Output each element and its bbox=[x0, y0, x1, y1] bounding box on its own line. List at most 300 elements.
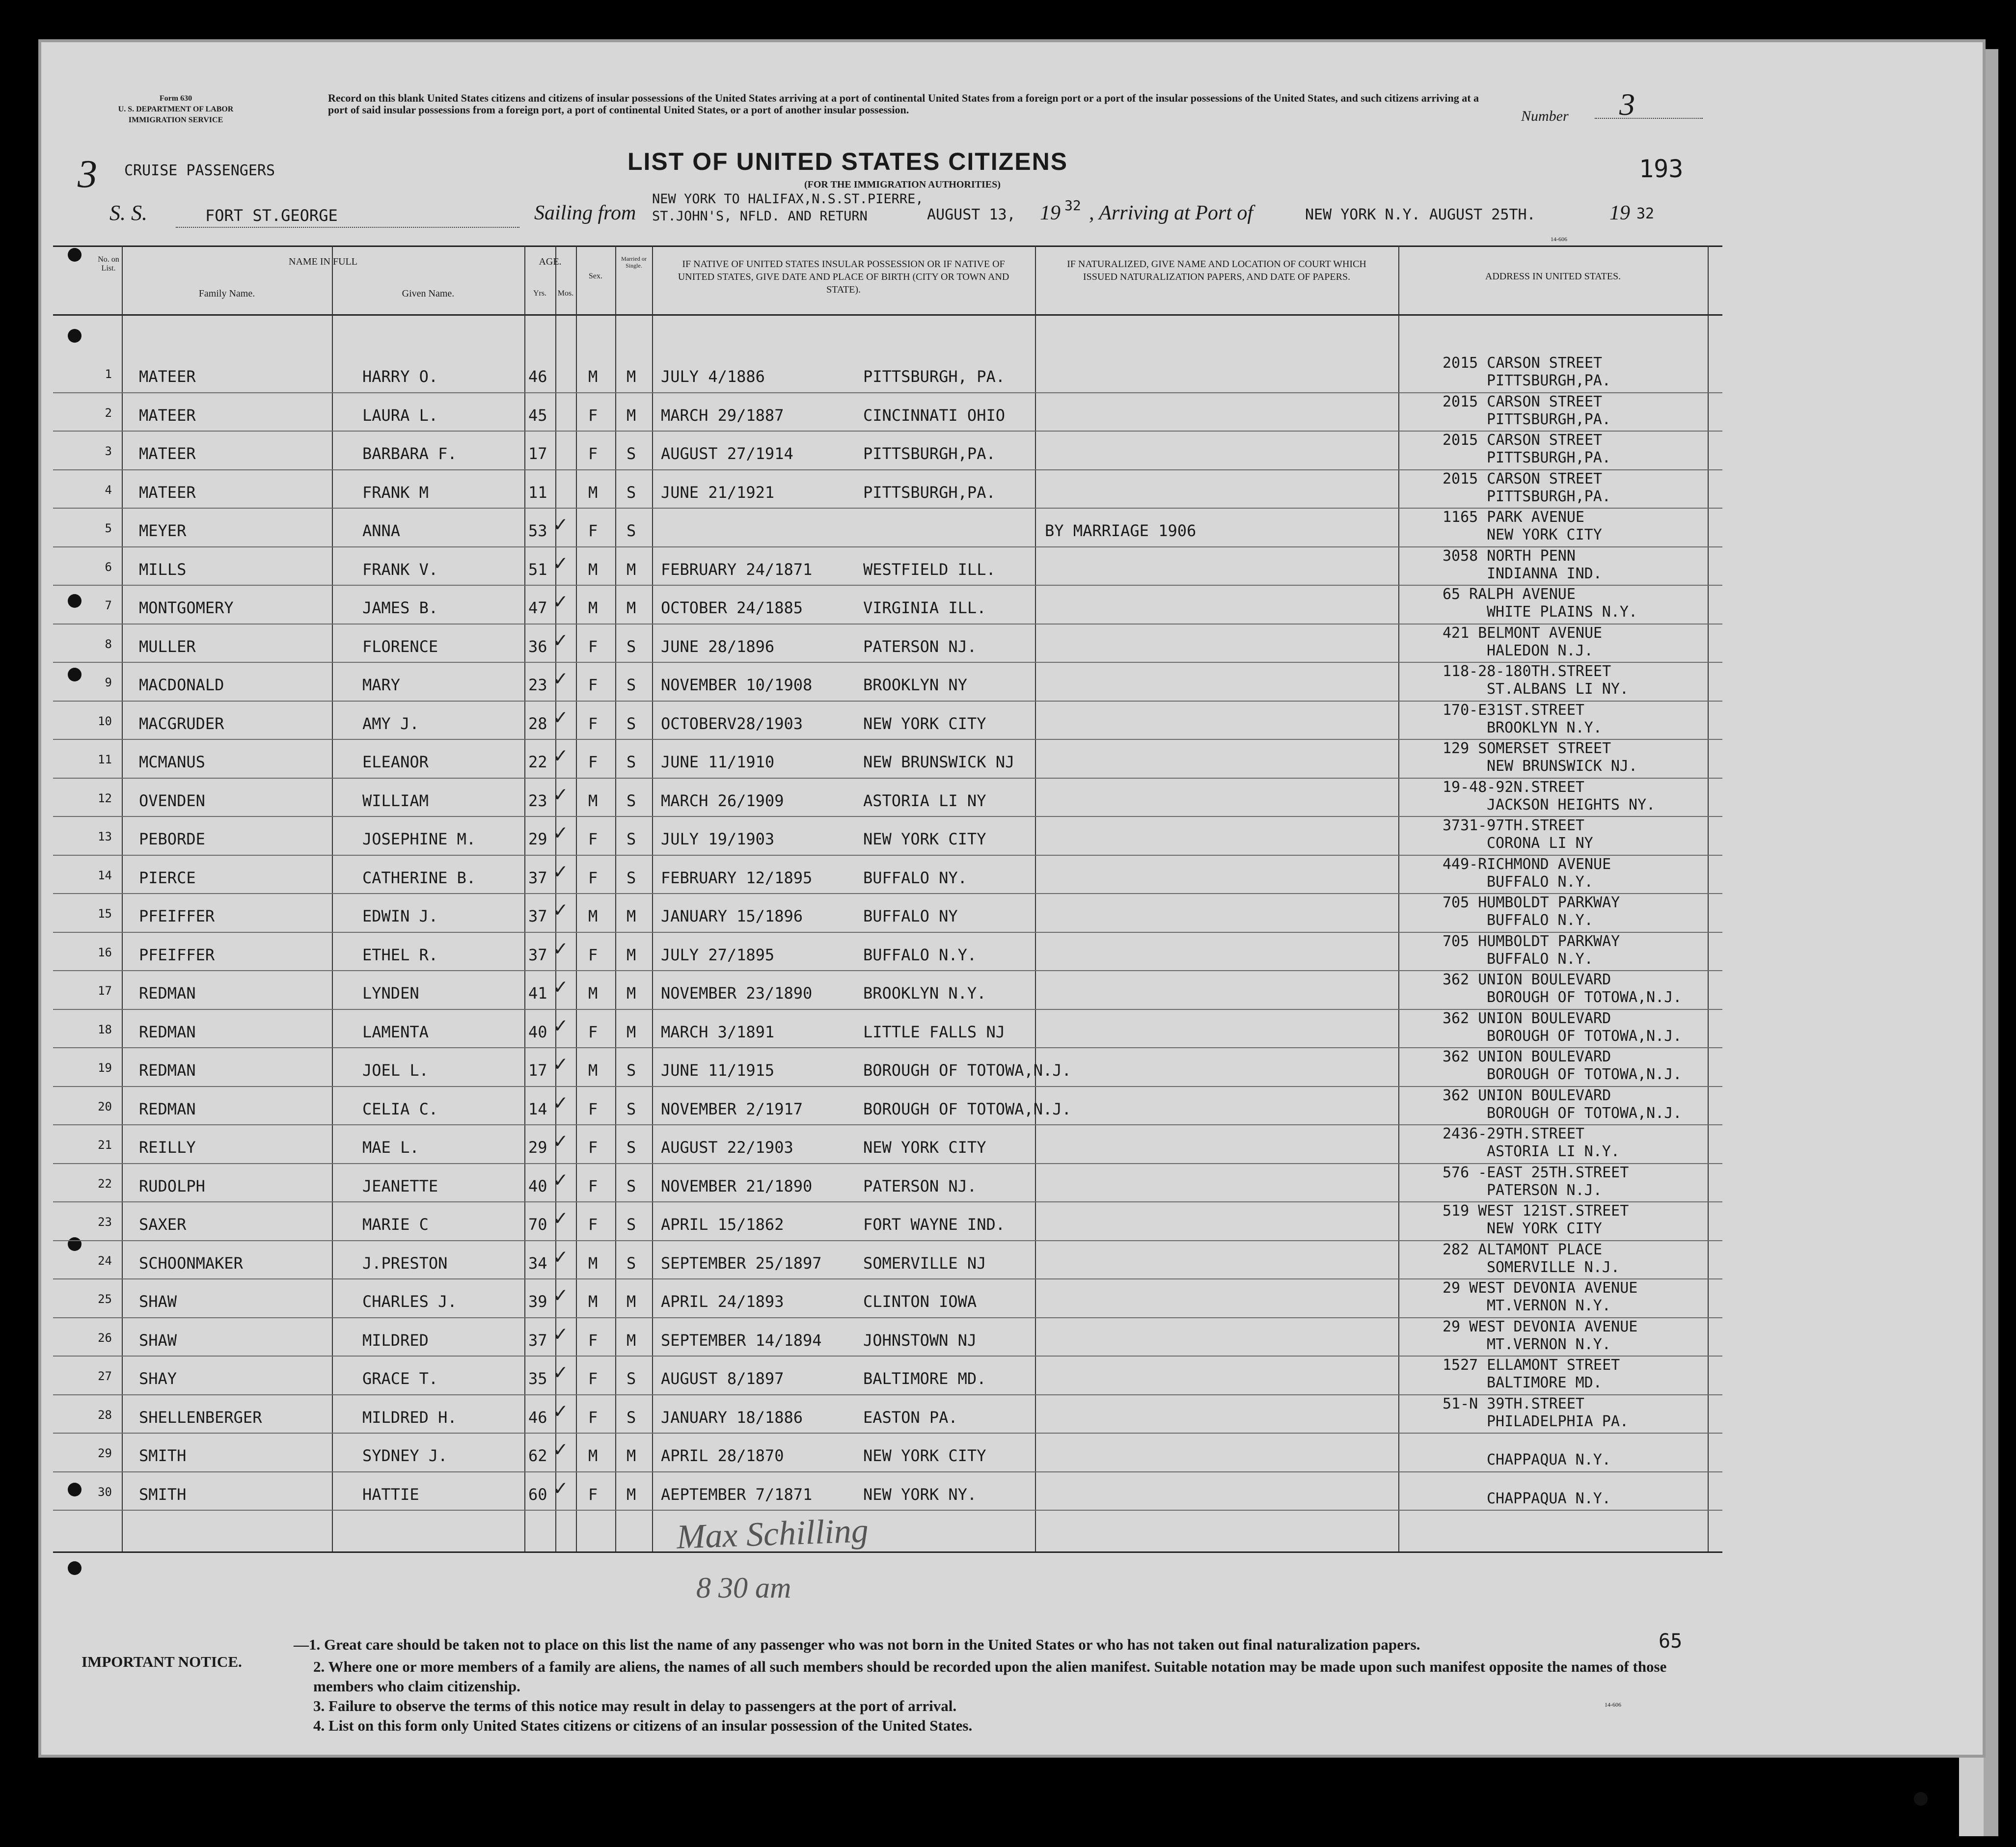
sex: F bbox=[588, 1369, 598, 1388]
given-name: JOEL L. bbox=[362, 1061, 429, 1080]
checkmark-icon: ✓ bbox=[554, 1398, 567, 1423]
given-name: FRANK M bbox=[362, 483, 429, 502]
birth-date: JUNE 11/1915 bbox=[661, 1061, 775, 1080]
table-row bbox=[53, 662, 1722, 702]
address-line-2: NEW YORK CITY bbox=[1487, 526, 1602, 543]
checkmark-icon: ✓ bbox=[554, 1089, 567, 1115]
birth-place: PATERSON NJ. bbox=[863, 1176, 977, 1195]
row-number: 3 bbox=[105, 444, 112, 458]
marital-status: S bbox=[627, 830, 636, 848]
sex: M bbox=[588, 1253, 598, 1273]
row-number: 7 bbox=[105, 598, 112, 612]
notice-code: 14-606 bbox=[1605, 1701, 1621, 1708]
marital-status: M bbox=[627, 1485, 636, 1504]
margin-mark: 3 bbox=[78, 153, 97, 196]
family-name: PIERCE bbox=[139, 868, 196, 887]
row-number: 4 bbox=[105, 483, 112, 497]
address-line-1: 2015 CARSON STREET bbox=[1443, 470, 1603, 488]
checkmark-icon: ✓ bbox=[554, 1359, 567, 1385]
birth-place: PITTSBURGH, PA. bbox=[863, 367, 1005, 386]
age-years: 23 bbox=[528, 676, 547, 694]
sex: F bbox=[588, 1176, 598, 1195]
sex: F bbox=[588, 1138, 598, 1157]
address-line-1: 362 UNION BOULEVARD bbox=[1443, 1086, 1611, 1104]
row-number: 24 bbox=[98, 1253, 112, 1268]
address-line-2: NEW YORK CITY bbox=[1487, 1220, 1602, 1237]
form-number: Form 630 bbox=[159, 94, 192, 103]
address-line-2: PITTSBURGH,PA. bbox=[1487, 372, 1611, 389]
birth-place: BROOKLYN N.Y. bbox=[863, 984, 986, 1003]
age-years: 41 bbox=[528, 984, 547, 1003]
checkmark-icon: ✓ bbox=[554, 1282, 567, 1307]
birth-place: BUFFALO N.Y. bbox=[863, 945, 977, 964]
manifest-page bbox=[38, 39, 1986, 1758]
table-row bbox=[53, 353, 1722, 393]
sailing-from-1: NEW YORK TO HALIFAX,N.S.ST.PIERRE, bbox=[652, 191, 924, 207]
address-line-1: 118-28-180TH.STREET bbox=[1443, 663, 1611, 680]
marital-status: S bbox=[627, 1099, 636, 1118]
address-line-2: WHITE PLAINS N.Y. bbox=[1487, 603, 1638, 621]
address-line-1: 51-N 39TH.STREET bbox=[1443, 1395, 1584, 1412]
age-years: 37 bbox=[528, 945, 547, 964]
arriving-port: NEW YORK N.Y. AUGUST 25TH. bbox=[1305, 206, 1536, 223]
age-years: 36 bbox=[528, 637, 547, 656]
table-top-rule bbox=[53, 245, 1722, 247]
table-row bbox=[53, 1086, 1722, 1126]
age-years: 29 bbox=[528, 1138, 547, 1157]
sex: M bbox=[588, 984, 598, 1003]
marital-status: M bbox=[627, 907, 636, 925]
table-row bbox=[53, 392, 1722, 432]
marital-status: S bbox=[627, 637, 636, 656]
family-name: MONTGOMERY bbox=[139, 598, 234, 617]
row-number: 26 bbox=[98, 1331, 112, 1345]
table-row bbox=[53, 816, 1722, 856]
birth-date: FEBRUARY 12/1895 bbox=[661, 868, 813, 887]
family-name: MACDONALD bbox=[139, 676, 224, 694]
table-row bbox=[53, 855, 1722, 895]
sex: F bbox=[588, 406, 598, 425]
age-years: 62 bbox=[528, 1446, 547, 1465]
sex: M bbox=[588, 598, 598, 617]
age-years: 14 bbox=[528, 1099, 547, 1118]
sex: F bbox=[588, 1099, 598, 1118]
table-row bbox=[53, 469, 1722, 509]
birth-date: AUGUST 8/1897 bbox=[661, 1369, 784, 1388]
notice-item-2: 2. Where one or more members of a family are aliens, the names of all such members should be recorded upon the alien manifest. Suitable notation may be made upon such manifest opposite the names of those members who claim citizenship. bbox=[313, 1658, 1667, 1695]
family-name: MCMANUS bbox=[139, 753, 205, 771]
cruise-stamp: CRUISE PASSENGERS bbox=[124, 162, 275, 179]
checkmark-icon: ✓ bbox=[554, 935, 567, 961]
address-line-1: 576 -EAST 25TH.STREET bbox=[1443, 1164, 1629, 1181]
family-name: REDMAN bbox=[139, 1061, 196, 1080]
given-name: ELEANOR bbox=[362, 753, 429, 771]
header-sex: Sex. bbox=[589, 272, 602, 280]
table-row bbox=[53, 546, 1722, 586]
table-row bbox=[53, 778, 1722, 817]
age-years: 17 bbox=[528, 1061, 547, 1080]
birth-place: ASTORIA LI NY bbox=[863, 791, 986, 810]
given-name: MAE L. bbox=[362, 1138, 419, 1157]
sex: M bbox=[588, 1061, 598, 1080]
sex: M bbox=[588, 907, 598, 925]
address-line-2: JACKSON HEIGHTS NY. bbox=[1487, 796, 1656, 814]
age-years: 40 bbox=[528, 1176, 547, 1195]
checkmark-icon: ✓ bbox=[554, 1205, 567, 1230]
table-row bbox=[53, 932, 1722, 972]
checkmark-icon: ✓ bbox=[554, 858, 567, 884]
table-row bbox=[53, 1009, 1722, 1049]
family-name: SHAW bbox=[139, 1331, 177, 1350]
birth-place: WESTFIELD ILL. bbox=[863, 560, 996, 579]
address-line-2: SOMERVILLE N.J. bbox=[1487, 1258, 1620, 1276]
birth-place: BUFFALO NY. bbox=[863, 868, 967, 887]
family-name: MATEER bbox=[139, 406, 196, 425]
given-name: AMY J. bbox=[362, 714, 419, 733]
marital-status: S bbox=[627, 676, 636, 694]
address-line-2: BOROUGH OF TOTOWA,N.J. bbox=[1487, 989, 1682, 1006]
row-number: 8 bbox=[105, 637, 112, 651]
address-line-1: 2015 CARSON STREET bbox=[1443, 432, 1603, 449]
header-naturalized: IF NATURALIZED, GIVE NAME AND LOCATION OF COURT WHICH ISSUED NATURALIZATION PAPERS, AND DATE OF PAPERS. bbox=[1067, 259, 1366, 282]
address-line-1: 2436-29TH.STREET bbox=[1443, 1125, 1584, 1142]
row-number: 5 bbox=[105, 521, 112, 535]
given-name: MARIE C bbox=[362, 1215, 429, 1234]
marital-status: S bbox=[627, 714, 636, 733]
birth-date: JUNE 11/1910 bbox=[661, 753, 775, 771]
birth-date: JUNE 28/1896 bbox=[661, 637, 775, 656]
sex: F bbox=[588, 444, 598, 463]
given-name: JOSEPHINE M. bbox=[362, 830, 476, 848]
sex: F bbox=[588, 868, 598, 887]
age-years: 40 bbox=[528, 1022, 547, 1041]
age-years: 51 bbox=[528, 560, 547, 579]
sex: F bbox=[588, 1408, 598, 1427]
row-number: 30 bbox=[98, 1485, 112, 1499]
birth-place: CINCINNATI OHIO bbox=[863, 406, 1005, 425]
address-line-2: BUFFALO N.Y. bbox=[1487, 873, 1593, 891]
age-years: 45 bbox=[528, 406, 547, 425]
notice-item-4: 4. List on this form only United States citizens or citizens of an insular possession of the United States. bbox=[313, 1717, 973, 1734]
birth-place: NEW YORK CITY bbox=[863, 1138, 986, 1157]
birth-place: CLINTON IOWA bbox=[863, 1292, 977, 1311]
marital-status: S bbox=[627, 1215, 636, 1234]
table-row bbox=[53, 1240, 1722, 1280]
address-line-1: 3058 NORTH PENN bbox=[1443, 547, 1576, 565]
birth-place: BROOKLYN NY bbox=[863, 676, 967, 694]
address-line-2: ST.ALBANS LI NY. bbox=[1487, 680, 1629, 698]
birth-place: NEW YORK CITY bbox=[863, 830, 986, 848]
family-name: PFEIFFER bbox=[139, 945, 215, 964]
table-row bbox=[53, 1163, 1722, 1203]
family-name: REILLY bbox=[139, 1138, 196, 1157]
sex: M bbox=[588, 560, 598, 579]
marital-status: S bbox=[627, 521, 636, 540]
birth-date: SEPTEMBER 25/1897 bbox=[661, 1253, 822, 1273]
age-years: 29 bbox=[528, 830, 547, 848]
family-name: MACGRUDER bbox=[139, 714, 224, 733]
marital-status: M bbox=[627, 406, 636, 425]
given-name: MARY bbox=[362, 676, 401, 694]
table-row bbox=[53, 1047, 1722, 1087]
header-bottom-rule bbox=[53, 314, 1722, 316]
row-number: 20 bbox=[98, 1099, 112, 1114]
address-line-1: 29 WEST DEVONIA AVENUE bbox=[1443, 1318, 1638, 1335]
marital-status: S bbox=[627, 1138, 636, 1157]
birth-date: APRIL 15/1862 bbox=[661, 1215, 784, 1234]
row-number: 22 bbox=[98, 1176, 112, 1191]
birth-date: JUNE 21/1921 bbox=[661, 483, 775, 502]
address-line-1: 2015 CARSON STREET bbox=[1443, 393, 1603, 410]
address-line-2: CORONA LI NY bbox=[1487, 835, 1593, 852]
table-row bbox=[53, 1278, 1722, 1318]
family-name: OVENDEN bbox=[139, 791, 205, 810]
row-number: 23 bbox=[98, 1215, 112, 1229]
family-name: REDMAN bbox=[139, 984, 196, 1003]
marital-status: M bbox=[627, 945, 636, 964]
marital-status: M bbox=[627, 1022, 636, 1041]
sex: M bbox=[588, 1446, 598, 1465]
checkmark-icon: ✓ bbox=[554, 1437, 567, 1462]
age-years: 60 bbox=[528, 1485, 547, 1504]
address-line-2: ASTORIA LI N.Y. bbox=[1487, 1143, 1620, 1160]
inspector-signature: Max Schilling bbox=[676, 1512, 869, 1556]
given-name: ANNA bbox=[362, 521, 401, 540]
sailing-from-2: ST.JOHN'S, NFLD. AND RETURN bbox=[652, 209, 868, 224]
birth-place: BOROUGH OF TOTOWA,N.J. bbox=[863, 1061, 1071, 1080]
row-number: 21 bbox=[98, 1138, 112, 1152]
family-name: SMITH bbox=[139, 1485, 187, 1504]
row-number: 12 bbox=[98, 791, 112, 805]
row-number: 27 bbox=[98, 1369, 112, 1383]
marital-status: S bbox=[627, 791, 636, 810]
sailing-date: AUGUST 13, bbox=[927, 206, 1016, 223]
sailing-label: Sailing from bbox=[534, 202, 636, 224]
birth-place: NEW YORK CITY bbox=[863, 714, 986, 733]
given-name: CELIA C. bbox=[362, 1099, 438, 1118]
address-line-1: 449-RICHMOND AVENUE bbox=[1443, 855, 1611, 873]
marital-status: S bbox=[627, 483, 636, 502]
marital-status: M bbox=[627, 560, 636, 579]
age-years: 70 bbox=[528, 1215, 547, 1234]
table-row bbox=[53, 1201, 1722, 1241]
sex: F bbox=[588, 676, 598, 694]
age-years: 37 bbox=[528, 868, 547, 887]
notice-item-3: 3. Failure to observe the terms of this notice may result in delay to passengers at the port of arrival. bbox=[313, 1697, 957, 1714]
marital-status: M bbox=[627, 1292, 636, 1311]
address-line-1: 362 UNION BOULEVARD bbox=[1443, 971, 1611, 988]
table-bottom-rule bbox=[53, 1551, 1722, 1553]
notice-label: IMPORTANT NOTICE. bbox=[82, 1653, 242, 1670]
header-yrs: Yrs. bbox=[533, 289, 547, 298]
family-name: MATEER bbox=[139, 483, 196, 502]
naturalization: BY MARRIAGE 1906 bbox=[1045, 521, 1197, 540]
header-age: AGE. bbox=[539, 256, 562, 267]
sex: F bbox=[588, 1022, 598, 1041]
header-given-name: Given Name. bbox=[402, 288, 455, 299]
given-name: ETHEL R. bbox=[362, 945, 438, 964]
table-row bbox=[53, 1356, 1722, 1395]
birth-place: NEW BRUNSWICK NJ bbox=[863, 753, 1015, 771]
checkmark-icon: ✓ bbox=[554, 1244, 567, 1269]
birth-date: FEBRUARY 24/1871 bbox=[661, 560, 813, 579]
birth-date: SEPTEMBER 14/1894 bbox=[661, 1331, 822, 1350]
address-line-2: BOROUGH OF TOTOWA,N.J. bbox=[1487, 1027, 1682, 1045]
checkmark-icon: ✓ bbox=[554, 1128, 567, 1153]
given-name: CHARLES J. bbox=[362, 1292, 457, 1311]
checkmark-icon: ✓ bbox=[554, 512, 567, 537]
address-line-1: 2015 CARSON STREET bbox=[1443, 354, 1603, 372]
address-line-2: PITTSBURGH,PA. bbox=[1487, 449, 1611, 466]
instructions-text: Record on this blank United States citizens and citizens of insular possessions of the United States arriving at a port of continental United States from a foreign port or a port of the insular possessions of the United States, and such citizens arriving at a port of said insular possessions from a foreign port, a port of continental United States, or a port of another insular possession. bbox=[328, 92, 1479, 116]
family-name: SHAW bbox=[139, 1292, 177, 1311]
table-row bbox=[53, 701, 1722, 740]
table-row bbox=[53, 1433, 1722, 1472]
address-line-1: 421 BELMONT AVENUE bbox=[1443, 624, 1603, 642]
age-years: 37 bbox=[528, 1331, 547, 1350]
family-name: RUDOLPH bbox=[139, 1176, 205, 1195]
family-name: MATEER bbox=[139, 367, 196, 386]
row-number: 6 bbox=[105, 560, 112, 574]
checkmark-icon: ✓ bbox=[554, 627, 567, 652]
sex: F bbox=[588, 1485, 598, 1504]
checkmark-icon: ✓ bbox=[554, 781, 567, 807]
given-name: J.PRESTON bbox=[362, 1253, 448, 1273]
marital-status: S bbox=[627, 1061, 636, 1080]
address-line-2: CHAPPAQUA N.Y. bbox=[1487, 1490, 1611, 1507]
age-years: 47 bbox=[528, 598, 547, 617]
page-edge-shadow-2 bbox=[1984, 49, 1998, 1836]
header-family-name: Family Name. bbox=[198, 288, 255, 299]
age-years: 28 bbox=[528, 714, 547, 733]
sex: M bbox=[588, 367, 598, 386]
table-row bbox=[53, 1471, 1722, 1511]
sex: F bbox=[588, 714, 598, 733]
address-line-1: 129 SOMERSET STREET bbox=[1443, 740, 1611, 757]
birth-place: EASTON PA. bbox=[863, 1408, 958, 1427]
family-name: SMITH bbox=[139, 1446, 187, 1465]
birth-date: OCTOBER 24/1885 bbox=[661, 598, 803, 617]
family-name: SCHOONMAKER bbox=[139, 1253, 243, 1273]
given-name: HATTIE bbox=[362, 1485, 419, 1504]
given-name: EDWIN J. bbox=[362, 907, 438, 925]
checkmark-icon: ✓ bbox=[554, 1167, 567, 1192]
birth-place: SOMERVILLE NJ bbox=[863, 1253, 986, 1273]
given-name: JAMES B. bbox=[362, 598, 438, 617]
address-line-1: 705 HUMBOLDT PARKWAY bbox=[1443, 894, 1620, 911]
birth-place: VIRGINIA ILL. bbox=[863, 598, 986, 617]
list-title: LIST OF UNITED STATES CITIZENS bbox=[627, 148, 1068, 175]
table-row bbox=[53, 508, 1722, 547]
row-number: 29 bbox=[98, 1446, 112, 1460]
marital-status: S bbox=[627, 1253, 636, 1273]
address-line-2: HALEDON N.J. bbox=[1487, 642, 1593, 659]
age-years: 23 bbox=[528, 791, 547, 810]
sex: F bbox=[588, 830, 598, 848]
address-line-1: 29 WEST DEVONIA AVENUE bbox=[1443, 1279, 1638, 1297]
row-number: 19 bbox=[98, 1061, 112, 1075]
age-years: 34 bbox=[528, 1253, 547, 1273]
address-line-2: BUFFALO N.Y. bbox=[1487, 912, 1593, 929]
birth-date: NOVEMBER 2/1917 bbox=[661, 1099, 803, 1118]
birth-date: NOVEMBER 23/1890 bbox=[661, 984, 813, 1003]
arriving-label: , Arriving at Port of bbox=[1089, 202, 1253, 224]
row-number: 13 bbox=[98, 830, 112, 843]
birth-place: JOHNSTOWN NJ bbox=[863, 1331, 977, 1350]
address-line-2: BROOKLYN N.Y. bbox=[1487, 719, 1602, 736]
marital-status: S bbox=[627, 753, 636, 771]
family-name: PFEIFFER bbox=[139, 907, 215, 925]
corner-code: 14-606 bbox=[1551, 236, 1567, 243]
table-row bbox=[53, 970, 1722, 1010]
birth-place: PITTSBURGH,PA. bbox=[863, 444, 996, 463]
address-line-2: BALTIMORE MD. bbox=[1487, 1374, 1602, 1391]
punch-hole bbox=[1914, 1792, 1928, 1806]
marital-status: S bbox=[627, 1408, 636, 1427]
row-number: 14 bbox=[98, 868, 112, 882]
marital-status: S bbox=[627, 1369, 636, 1388]
birth-date: AUGUST 27/1914 bbox=[661, 444, 793, 463]
marital-status: M bbox=[627, 598, 636, 617]
address-line-2: PITTSBURGH,PA. bbox=[1487, 410, 1611, 428]
given-name: FLORENCE bbox=[362, 637, 438, 656]
row-number: 18 bbox=[98, 1022, 112, 1036]
address-line-2: INDIANNA IND. bbox=[1487, 565, 1602, 582]
address-line-2: BOROUGH OF TOTOWA,N.J. bbox=[1487, 1066, 1682, 1083]
age-years: 39 bbox=[528, 1292, 547, 1311]
arriving-year-prefix: 19 bbox=[1609, 202, 1630, 224]
address-line-1: 170-E31ST.STREET bbox=[1443, 701, 1584, 719]
signature-note: 8 30 am bbox=[696, 1572, 791, 1604]
family-name: REDMAN bbox=[139, 1099, 196, 1118]
header-no: No. on List. bbox=[98, 255, 119, 272]
address-line-1: 705 HUMBOLDT PARKWAY bbox=[1443, 932, 1620, 950]
address-line-1: 1165 PARK AVENUE bbox=[1443, 509, 1584, 526]
birth-date: JULY 4/1886 bbox=[661, 367, 765, 386]
family-name: MILLS bbox=[139, 560, 187, 579]
marital-status: M bbox=[627, 367, 636, 386]
checkmark-icon: ✓ bbox=[554, 974, 567, 999]
age-years: 46 bbox=[528, 1408, 547, 1427]
address-line-2: BUFFALO N.Y. bbox=[1487, 950, 1593, 968]
given-name: LYNDEN bbox=[362, 984, 419, 1003]
address-line-2: BOROUGH OF TOTOWA,N.J. bbox=[1487, 1104, 1682, 1122]
header-birth: IF NATIVE OF UNITED STATES INSULAR POSSESSION OR IF NATIVE OF UNITED STATES, GIVE DATE AND PLACE OF BIRTH (CITY OR TOWN AND STATE). bbox=[678, 259, 1009, 295]
passenger-table bbox=[38, 39, 1986, 1758]
birth-date: APRIL 28/1870 bbox=[661, 1446, 784, 1465]
birth-date: JANUARY 18/1886 bbox=[661, 1408, 803, 1427]
birth-date: JULY 27/1895 bbox=[661, 945, 775, 964]
birth-place: BOROUGH OF TOTOWA,N.J. bbox=[863, 1099, 1071, 1118]
birth-place: LITTLE FALLS NJ bbox=[863, 1022, 1005, 1041]
sex: M bbox=[588, 791, 598, 810]
sex: M bbox=[588, 483, 598, 502]
birth-date: MARCH 3/1891 bbox=[661, 1022, 775, 1041]
birth-date: JANUARY 15/1896 bbox=[661, 907, 803, 925]
marital-status: M bbox=[627, 984, 636, 1003]
row-number: 1 bbox=[105, 367, 112, 381]
age-years: 37 bbox=[528, 907, 547, 925]
number-label: Number bbox=[1521, 108, 1569, 124]
given-name: BARBARA F. bbox=[362, 444, 457, 463]
ship-name: FORT ST.GEORGE bbox=[205, 206, 338, 225]
marital-status: S bbox=[627, 444, 636, 463]
address-line-1: 282 ALTAMONT PLACE bbox=[1443, 1241, 1603, 1258]
address-line-2: MT.VERNON N.Y. bbox=[1487, 1335, 1611, 1353]
age-years: 53 bbox=[528, 521, 547, 540]
row-number: 15 bbox=[98, 907, 112, 921]
marital-status: S bbox=[627, 1176, 636, 1195]
